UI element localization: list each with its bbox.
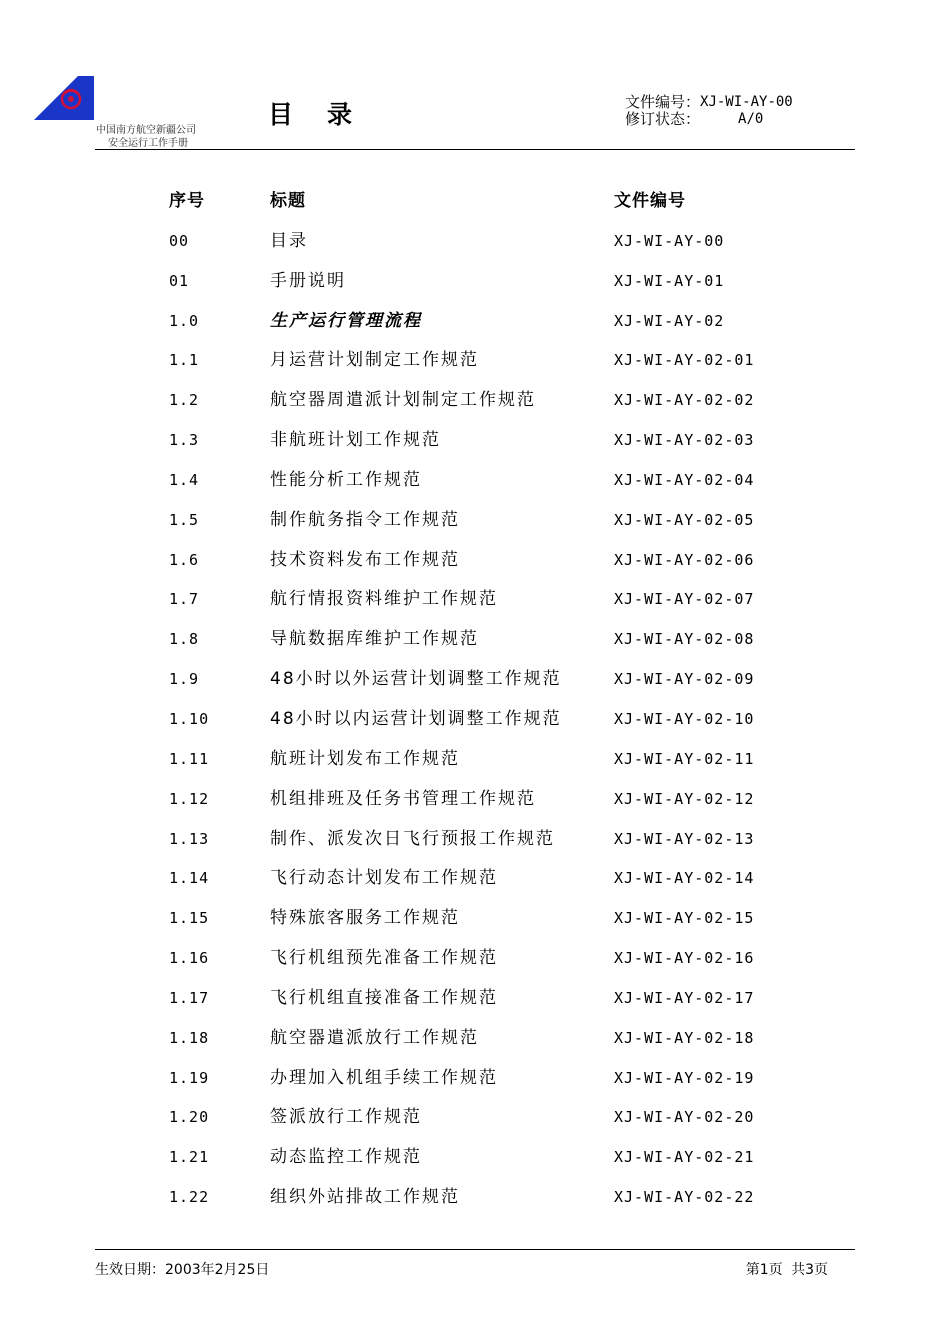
toc-row[interactable]: [169, 780, 809, 820]
toc-row[interactable]: [169, 740, 809, 780]
toc-row[interactable]: [169, 501, 809, 541]
toc-entry-number: 1.13: [169, 829, 210, 848]
toc-entry-code: XJ-WI-AY-02-15: [614, 909, 755, 928]
col-header-num: 序号: [169, 191, 205, 211]
toc-entry-code: XJ-WI-AY-02-09: [614, 670, 755, 689]
revision-row: [625, 111, 793, 128]
toc-row[interactable]: [169, 421, 809, 461]
toc-entry-code: XJ-WI-AY-02-10: [614, 709, 755, 728]
toc-entry-code: XJ-WI-AY-02-08: [614, 630, 755, 649]
toc-entry-title: 办理加入机组手续工作规范: [270, 1067, 498, 1088]
toc-entry-number: 1.1: [169, 351, 200, 370]
toc-row[interactable]: [169, 1019, 809, 1059]
toc-entry-number: 1.14: [169, 869, 210, 888]
toc-row[interactable]: [169, 381, 809, 421]
toc-entry-title: 航行情报资料维护工作规范: [270, 589, 498, 610]
toc-entry-number: 1.12: [169, 789, 210, 808]
toc-entry-title: 技术资料发布工作规范: [270, 549, 460, 570]
col-header-code: 文件编号: [614, 191, 686, 211]
toc-entry-code: XJ-WI-AY-02-22: [614, 1188, 755, 1207]
toc-entry-title: 生产运行管理流程: [270, 310, 422, 331]
toc-entry-code: XJ-WI-AY-00: [614, 231, 725, 250]
toc-entry-code: XJ-WI-AY-02-16: [614, 949, 755, 968]
toc-entry-title: 组织外站排故工作规范: [270, 1187, 460, 1208]
toc-entry-code: XJ-WI-AY-02-12: [614, 789, 755, 808]
toc-row[interactable]: [169, 939, 809, 979]
toc-entry-title: 制作航务指令工作规范: [270, 509, 460, 530]
toc-entry-code: XJ-WI-AY-02-07: [614, 590, 755, 609]
toc-entry-title: 48小时以外运营计划调整工作规范: [270, 669, 562, 690]
toc-entry-number: 1.17: [169, 988, 210, 1007]
company-name: [96, 124, 196, 150]
toc-entry-number: 1.9: [169, 670, 200, 689]
toc-entry-number: 1.10: [169, 709, 210, 728]
toc-entry-number: 1.8: [169, 630, 200, 649]
toc-entry-number: 1.11: [169, 749, 210, 768]
toc-row[interactable]: [169, 1138, 809, 1178]
toc-entry-title: 48小时以内运营计划调整工作规范: [270, 708, 562, 729]
toc-row[interactable]: [169, 341, 809, 381]
toc-entry-title: 签派放行工作规范: [270, 1107, 422, 1128]
footer-divider: [95, 1249, 855, 1250]
toc-entry-code: XJ-WI-AY-02-03: [614, 431, 755, 450]
effective-date: 生效日期：2003年2月25日: [95, 1262, 270, 1278]
toc-entry-title: 动态监控工作规范: [270, 1147, 422, 1168]
toc-entry-code: XJ-WI-AY-02-18: [614, 1028, 755, 1047]
toc-row[interactable]: [169, 302, 809, 342]
toc-row[interactable]: [169, 620, 809, 660]
toc-entry-number: 1.3: [169, 431, 200, 450]
toc-entry-number: 1.20: [169, 1108, 210, 1127]
toc-entry-code: XJ-WI-AY-02-11: [614, 749, 755, 768]
toc-entry-code: XJ-WI-AY-02-01: [614, 351, 755, 370]
toc-row[interactable]: [169, 222, 809, 262]
toc-entry-title: 月运营计划制定工作规范: [270, 350, 479, 371]
toc-row[interactable]: [169, 1059, 809, 1099]
toc-row[interactable]: [169, 700, 809, 740]
toc-entry-number: 1.0: [169, 311, 200, 330]
toc-entry-number: 1.19: [169, 1068, 210, 1087]
toc-entry-code: XJ-WI-AY-02-02: [614, 391, 755, 410]
toc-entry-number: 1.7: [169, 590, 200, 609]
toc-entry-number: 00: [169, 231, 190, 250]
toc-entry-code: XJ-WI-AY-02-04: [614, 470, 755, 489]
toc-entry-number: 1.15: [169, 909, 210, 928]
toc-entry-code: XJ-WI-AY-02-06: [614, 550, 755, 569]
company-line-2: 安全运行工作手册: [108, 138, 188, 149]
toc-entry-title: 机组排班及任务书管理工作规范: [270, 788, 536, 809]
doc-number-row: [625, 94, 793, 111]
toc-row[interactable]: [169, 461, 809, 501]
toc-entry-number: 01: [169, 271, 190, 290]
toc-entry-title: 手册说明: [270, 270, 346, 291]
toc-row[interactable]: [169, 899, 809, 939]
toc-entry-title: 航班计划发布工作规范: [270, 748, 460, 769]
toc-entry-title: 特殊旅客服务工作规范: [270, 908, 460, 929]
toc-row[interactable]: [169, 859, 809, 899]
toc-entry-title: 航空器遣派放行工作规范: [270, 1027, 479, 1048]
toc-entry-number: 1.16: [169, 949, 210, 968]
company-line-1: 中国南方航空新疆公司: [96, 125, 196, 136]
toc-entry-code: XJ-WI-AY-02-17: [614, 988, 755, 1007]
toc-entry-number: 1.18: [169, 1028, 210, 1047]
toc-entry-number: 1.4: [169, 470, 200, 489]
toc-entry-title: 目录: [270, 230, 308, 251]
toc-entry-title: 飞行动态计划发布工作规范: [270, 868, 498, 889]
revision-value: A/0: [738, 111, 764, 127]
toc-entry-code: XJ-WI-AY-02-19: [614, 1068, 755, 1087]
toc-entry-code: XJ-WI-AY-02-05: [614, 510, 755, 529]
header-divider: [95, 149, 855, 150]
revision-label: 修订状态：: [625, 110, 701, 128]
page-title: 目录: [268, 100, 387, 129]
toc-entry-number: 1.2: [169, 391, 200, 410]
toc-entry-title: 飞行机组直接准备工作规范: [270, 987, 498, 1008]
toc-row[interactable]: [169, 820, 809, 860]
toc-entry-code: XJ-WI-AY-02-14: [614, 869, 755, 888]
toc-table: [169, 182, 809, 1218]
toc-body: [169, 222, 809, 1218]
toc-entry-title: 制作、派发次日飞行预报工作规范: [270, 828, 555, 849]
toc-row[interactable]: [169, 262, 809, 302]
toc-entry-title: 非航班计划工作规范: [270, 430, 441, 451]
toc-entry-code: XJ-WI-AY-01: [614, 271, 725, 290]
doc-number-value: XJ-WI-AY-00: [700, 94, 793, 110]
toc-row[interactable]: [169, 1098, 809, 1138]
toc-entry-title: 性能分析工作规范: [270, 469, 422, 490]
toc-header-row: [169, 182, 809, 222]
toc-entry-number: 1.22: [169, 1188, 210, 1207]
toc-row[interactable]: [169, 580, 809, 620]
toc-entry-title: 飞行机组预先准备工作规范: [270, 948, 498, 969]
toc-row[interactable]: [169, 541, 809, 581]
toc-entry-title: 航空器周遣派计划制定工作规范: [270, 390, 536, 411]
toc-row[interactable]: [169, 660, 809, 700]
toc-entry-code: XJ-WI-AY-02-13: [614, 829, 755, 848]
toc-entry-number: 1.5: [169, 510, 200, 529]
doc-number-label: 文件编号：: [625, 93, 701, 111]
toc-entry-code: XJ-WI-AY-02-20: [614, 1108, 755, 1127]
toc-entry-number: 1.6: [169, 550, 200, 569]
page-info: 第1页 共3页: [745, 1262, 828, 1278]
toc-entry-number: 1.21: [169, 1148, 210, 1167]
toc-entry-code: XJ-WI-AY-02: [614, 311, 725, 330]
col-header-title: 标题: [270, 191, 306, 211]
airline-logo-icon: [28, 74, 96, 124]
toc-row[interactable]: [169, 979, 809, 1019]
toc-entry-code: XJ-WI-AY-02-21: [614, 1148, 755, 1167]
toc-row[interactable]: [169, 1178, 809, 1218]
toc-entry-title: 导航数据库维护工作规范: [270, 629, 479, 650]
document-meta: [625, 94, 793, 128]
